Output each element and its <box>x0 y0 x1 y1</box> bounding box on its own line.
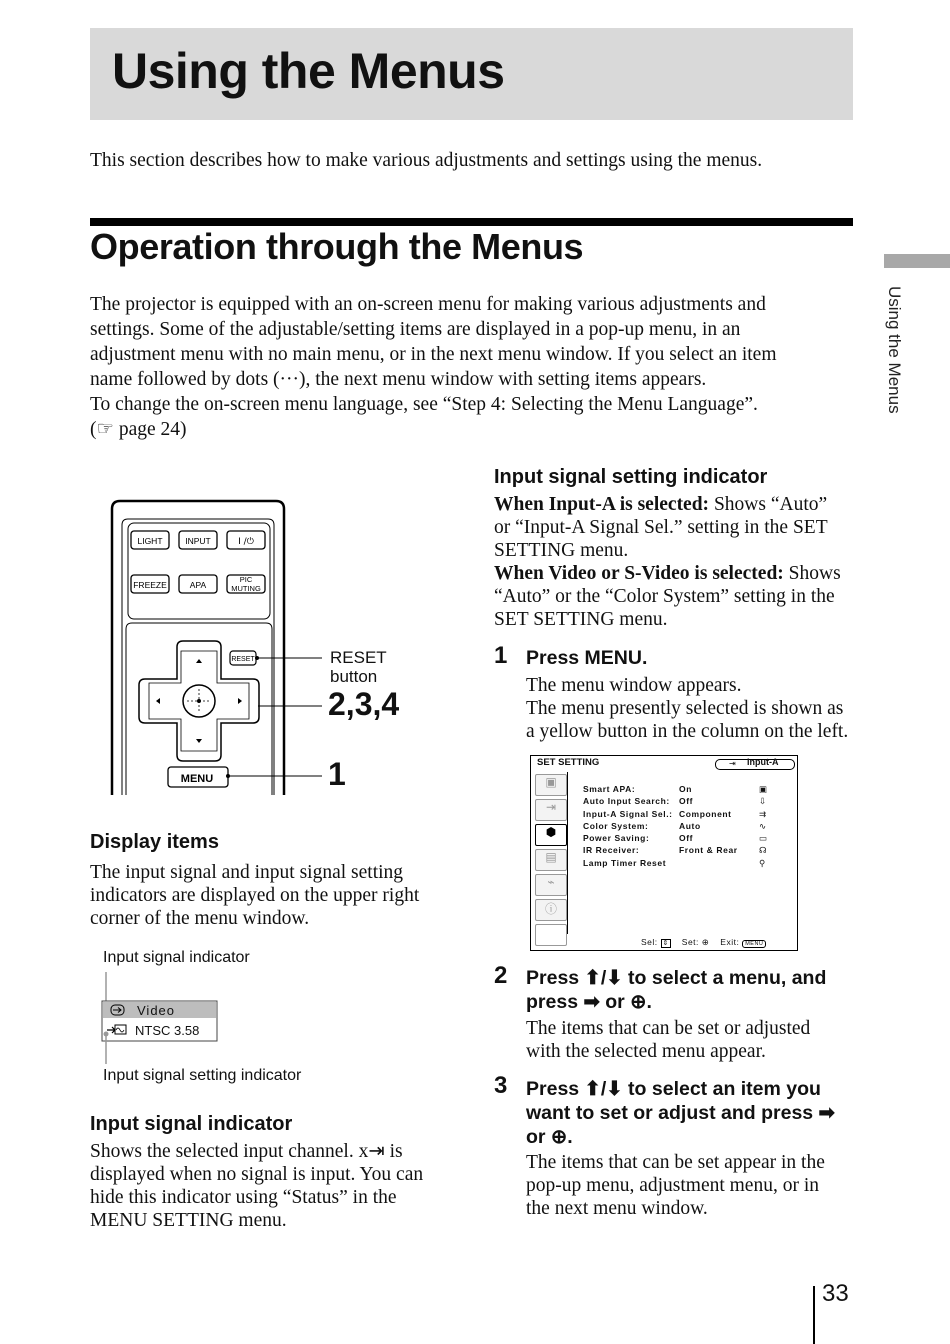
menu-settings-list <box>583 783 783 869</box>
text-line: The menu window appears. <box>526 675 742 696</box>
text-line: SETTING menu. <box>494 540 629 561</box>
installation-menu-icon[interactable]: ⌁ <box>535 874 567 896</box>
step-2-text <box>526 1017 866 1063</box>
display-items-text <box>90 861 470 930</box>
side-tab-marker <box>884 254 950 268</box>
reset-callout <box>330 648 387 686</box>
video-rest: Shows <box>783 563 841 584</box>
footer-set: Set: <box>681 937 699 947</box>
step1-callout: 1 <box>328 756 346 792</box>
input-signal-indicator-text <box>90 1140 470 1232</box>
paragraph-line: The projector is equipped with an on-screen menu for making various adjustments and <box>90 294 766 315</box>
menu-window-title: SET SETTING <box>537 757 600 768</box>
title-band <box>90 28 853 120</box>
footer-exit: Exit: <box>720 937 740 947</box>
footer-sel: Sel: <box>641 937 658 947</box>
step-3-heading <box>526 1077 866 1149</box>
heading-line: or ⊕. <box>526 1126 573 1148</box>
lamp-reset-icon: ⚲ <box>759 857 766 868</box>
input-setting-menu-icon[interactable]: ⇥ <box>535 799 567 821</box>
text-line <box>494 493 864 516</box>
signal-select-icon: ⇉ <box>759 808 767 819</box>
page-title: Using the Menus <box>112 43 505 99</box>
section-paragraph <box>90 292 860 442</box>
menu-row[interactable]: Smart APA: On ▣ <box>583 784 768 794</box>
power-label: I /⏻ <box>238 537 254 547</box>
page-reference: (☞ page 24) <box>90 419 187 440</box>
text-line: or “Input-A Signal Sel.” setting in the SET <box>494 517 828 538</box>
page-number: 33 <box>822 1280 849 1307</box>
input-a-condition: When Input-A is selected: <box>494 494 710 515</box>
enter-icon: ⊕ <box>701 937 710 947</box>
text-line: displayed when no signal is input. You can <box>90 1164 424 1185</box>
menu-row[interactable]: Power Saving: Off ▭ <box>583 833 768 844</box>
text-line: MENU SETTING menu. <box>90 1210 287 1231</box>
section-heading: Operation through the Menus <box>90 226 584 267</box>
text-line: The menu presently selected is shown as <box>526 698 844 719</box>
steps-callout: 2,3,4 <box>328 686 400 722</box>
indicator-row1-text: Video <box>137 1003 176 1018</box>
video-condition: When Video or S-Video is selected: <box>494 563 784 584</box>
color-system-icon: ∿ <box>759 820 767 831</box>
section-rule <box>90 218 853 226</box>
apa-label: APA <box>189 580 207 590</box>
input-a-rest: Shows “Auto” <box>709 494 828 515</box>
heading-line: Press ⬆/⬇ to select a menu, and <box>526 967 827 989</box>
paragraph-line: name followed by dots (···), the next menu window with setting items appears. <box>90 369 707 390</box>
indicator-label-top: Input signal indicator <box>103 949 250 966</box>
step-1-number: 1 <box>494 642 508 669</box>
indicator-illustration <box>98 970 228 1066</box>
text-line: with the selected menu appear. <box>526 1041 766 1062</box>
input-label: INPUT <box>185 536 211 546</box>
menu-row[interactable]: Auto Input Search: Off ⇩ <box>583 796 767 807</box>
step-3-text <box>526 1151 866 1220</box>
updown-icon: ⇕ <box>662 940 669 947</box>
step-1-heading: Press MENU. <box>526 647 648 669</box>
menu-footer <box>641 937 766 948</box>
setting-indicator-heading: Input signal setting indicator <box>494 466 768 488</box>
text-line: The items that can be set or adjusted <box>526 1018 811 1039</box>
menu-row[interactable]: Input-A Signal Sel.: Component ⇉ <box>583 808 767 819</box>
menu-window <box>530 755 798 951</box>
power-saving-icon: ▭ <box>759 833 768 844</box>
pic-label: PIC <box>239 575 253 584</box>
information-menu-icon[interactable]: ⓘ <box>535 899 567 921</box>
footer-menu-key: MENU <box>742 940 766 948</box>
step-1-text <box>526 674 866 743</box>
text-line: pop-up menu, adjustment menu, or in <box>526 1175 819 1196</box>
muting-label: MUTING <box>231 584 261 593</box>
heading-line: Press ⬆/⬇ to select an item you <box>526 1078 821 1100</box>
menu-setting-menu-icon[interactable]: ▤ <box>535 849 567 871</box>
side-tab-text: Using the Menus <box>885 286 904 414</box>
menu-icon-column <box>535 772 568 934</box>
indicator-row2-text: NTSC 3.58 <box>135 1023 200 1038</box>
text-line: the next menu window. <box>526 1198 708 1219</box>
indicator-label-bottom: Input signal setting indicator <box>103 1067 302 1084</box>
step-2-heading <box>526 966 856 1014</box>
text-line: a yellow button in the column on the left. <box>526 721 849 742</box>
intro-text: This section describes how to make various adjustments and settings using the menus. <box>90 150 763 171</box>
heading-line: want to set or adjust and press ➡ <box>526 1102 835 1124</box>
side-tab-label <box>880 286 910 436</box>
light-label: LIGHT <box>137 536 163 546</box>
text-line: indicators are displayed on the upper right <box>90 885 420 906</box>
page-number-bar <box>813 1286 815 1344</box>
indicator-dot-bottom <box>104 1032 109 1037</box>
input-signal-indicator-heading: Input signal indicator <box>90 1113 293 1135</box>
text-line: The input signal and input signal setting <box>90 862 404 883</box>
step-2-number: 2 <box>494 962 508 989</box>
menu-label: MENU <box>180 773 214 785</box>
text-line: corner of the menu window. <box>90 908 310 929</box>
freeze-label: FREEZE <box>133 580 167 590</box>
text-line: “Auto” or the “Color System” setting in the <box>494 586 835 607</box>
paragraph-line: To change the on-screen menu language, see “Step 4: Selecting the Menu Language”. <box>90 394 758 415</box>
reset-label: RESET <box>231 656 255 663</box>
empty-menu-slot <box>535 924 567 946</box>
display-items-heading: Display items <box>90 831 219 853</box>
text-line: SET SETTING menu. <box>494 609 668 630</box>
picture-menu-icon[interactable]: ▣ <box>535 774 567 796</box>
heading-line: press ➡ or ⊕. <box>526 991 652 1013</box>
menu-row[interactable]: Lamp Timer Reset ⚲ <box>583 857 766 868</box>
paragraph-line: adjustment menu with no main menu, or in the next menu window. If you select an item <box>90 344 777 365</box>
reset-callout-line1: RESET <box>330 648 387 667</box>
menu-row[interactable]: IR Receiver: Front & Rear ☊ <box>583 845 768 856</box>
text-line: Shows the selected input channel. x⇥ is <box>90 1141 403 1162</box>
menu-input-icon: ⇥ <box>729 759 736 768</box>
ir-receiver-icon: ☊ <box>759 845 768 856</box>
set-setting-menu-icon[interactable]: ⬢ <box>535 824 567 846</box>
reset-callout-line2: button <box>330 667 378 686</box>
smart-apa-icon: ▣ <box>759 784 768 794</box>
menu-row[interactable]: Color System: Auto ∿ <box>583 820 767 831</box>
text-line <box>494 562 864 585</box>
menu-input-text: Input-A <box>747 757 779 767</box>
step-3-number: 3 <box>494 1072 508 1099</box>
paragraph-line: settings. Some of the adjustable/setting items are displayed in a pop-up menu, in an <box>90 319 741 340</box>
text-line: hide this indicator using “Status” in the <box>90 1187 397 1208</box>
auto-search-icon: ⇩ <box>759 796 767 807</box>
setting-indicator-text <box>494 493 864 631</box>
text-line: The items that can be set appear in the <box>526 1152 825 1173</box>
